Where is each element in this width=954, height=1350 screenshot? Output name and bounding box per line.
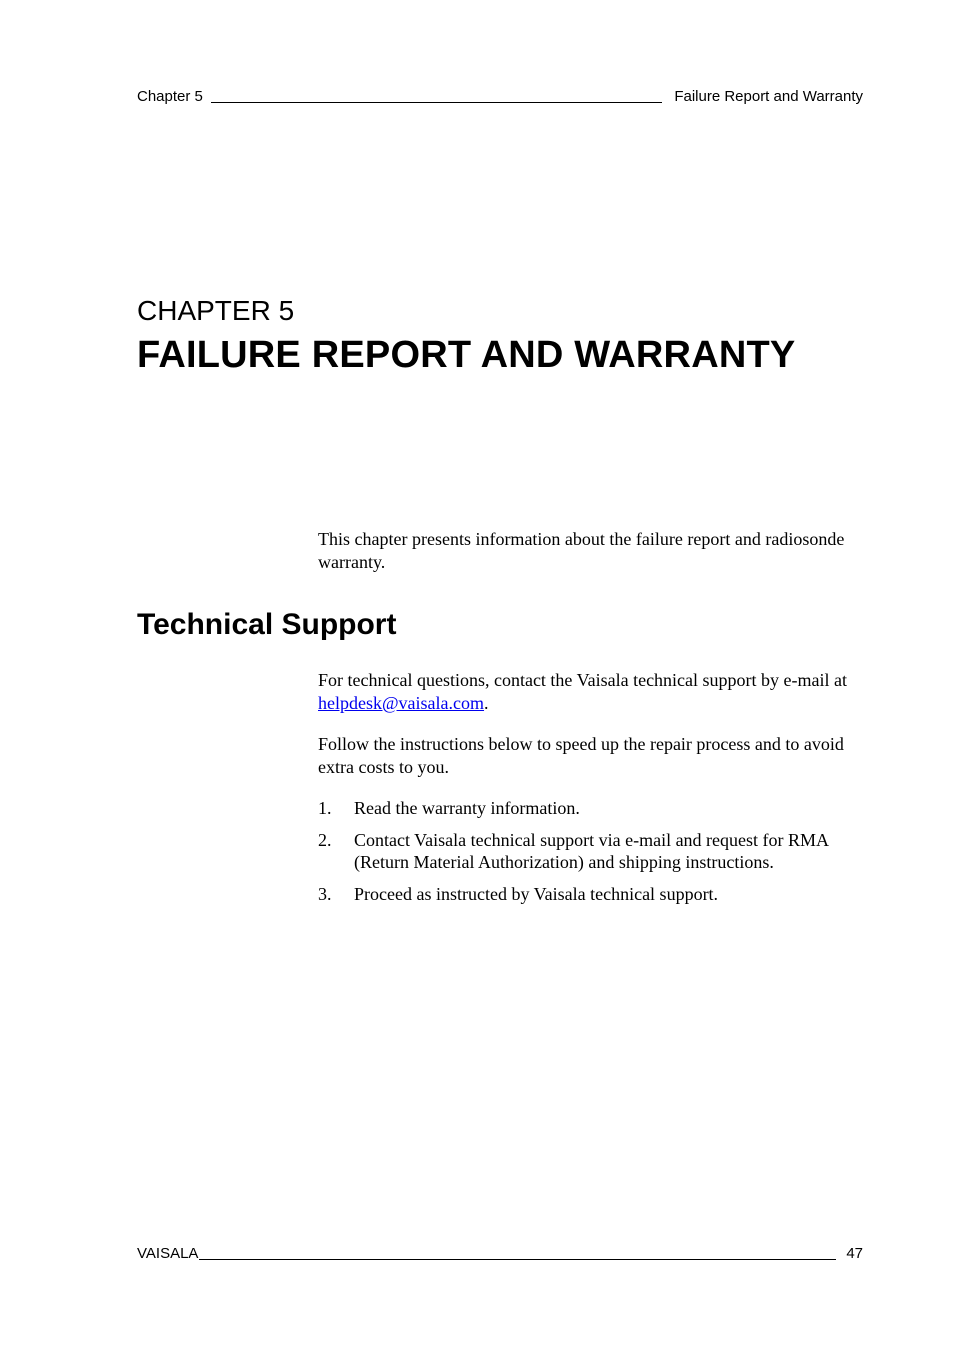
chapter-label: CHAPTER 5 [137,295,295,326]
step-text: Contact Vaisala technical support via e-mail and request for RMA (Return Material Authorization) and shipping instructions. [354,829,829,872]
helpdesk-email-link[interactable]: helpdesk@vaisala.com [318,692,485,713]
header-section-title: Failure Report and Warranty [674,88,863,105]
list-item [318,797,868,820]
step-number: 3. [318,883,332,904]
list-item [318,883,868,906]
section-heading: Technical Support [137,608,397,641]
chapter-title: FAILURE REPORT AND WARRANTY [137,334,796,376]
step-number: 2. [318,829,332,850]
running-footer [137,1243,863,1263]
steps-list [318,797,868,914]
support-paragraph [318,669,868,714]
step-text: Read the warranty information. [354,798,580,818]
step-number: 1. [318,798,332,818]
header-rule [211,101,662,103]
chapter-intro: This chapter presents information about the failure report and radiosonde warranty. [318,529,845,572]
step-text: Proceed as instructed by Vaisala technical support. [354,883,719,904]
running-header [137,86,863,106]
support-text-end: . [484,692,489,713]
page-number: 47 [846,1245,863,1262]
footer-rule [199,1258,836,1260]
footer-company: VAISALA [137,1245,199,1262]
list-item [318,829,868,874]
support-text: For technical questions, contact the Vaisala technical support by e-mail at [318,670,848,690]
instructions-paragraph: Follow the instructions below to speed up the repair process and to avoid extra costs to you. [318,734,844,777]
header-chapter: Chapter 5 [137,88,203,105]
